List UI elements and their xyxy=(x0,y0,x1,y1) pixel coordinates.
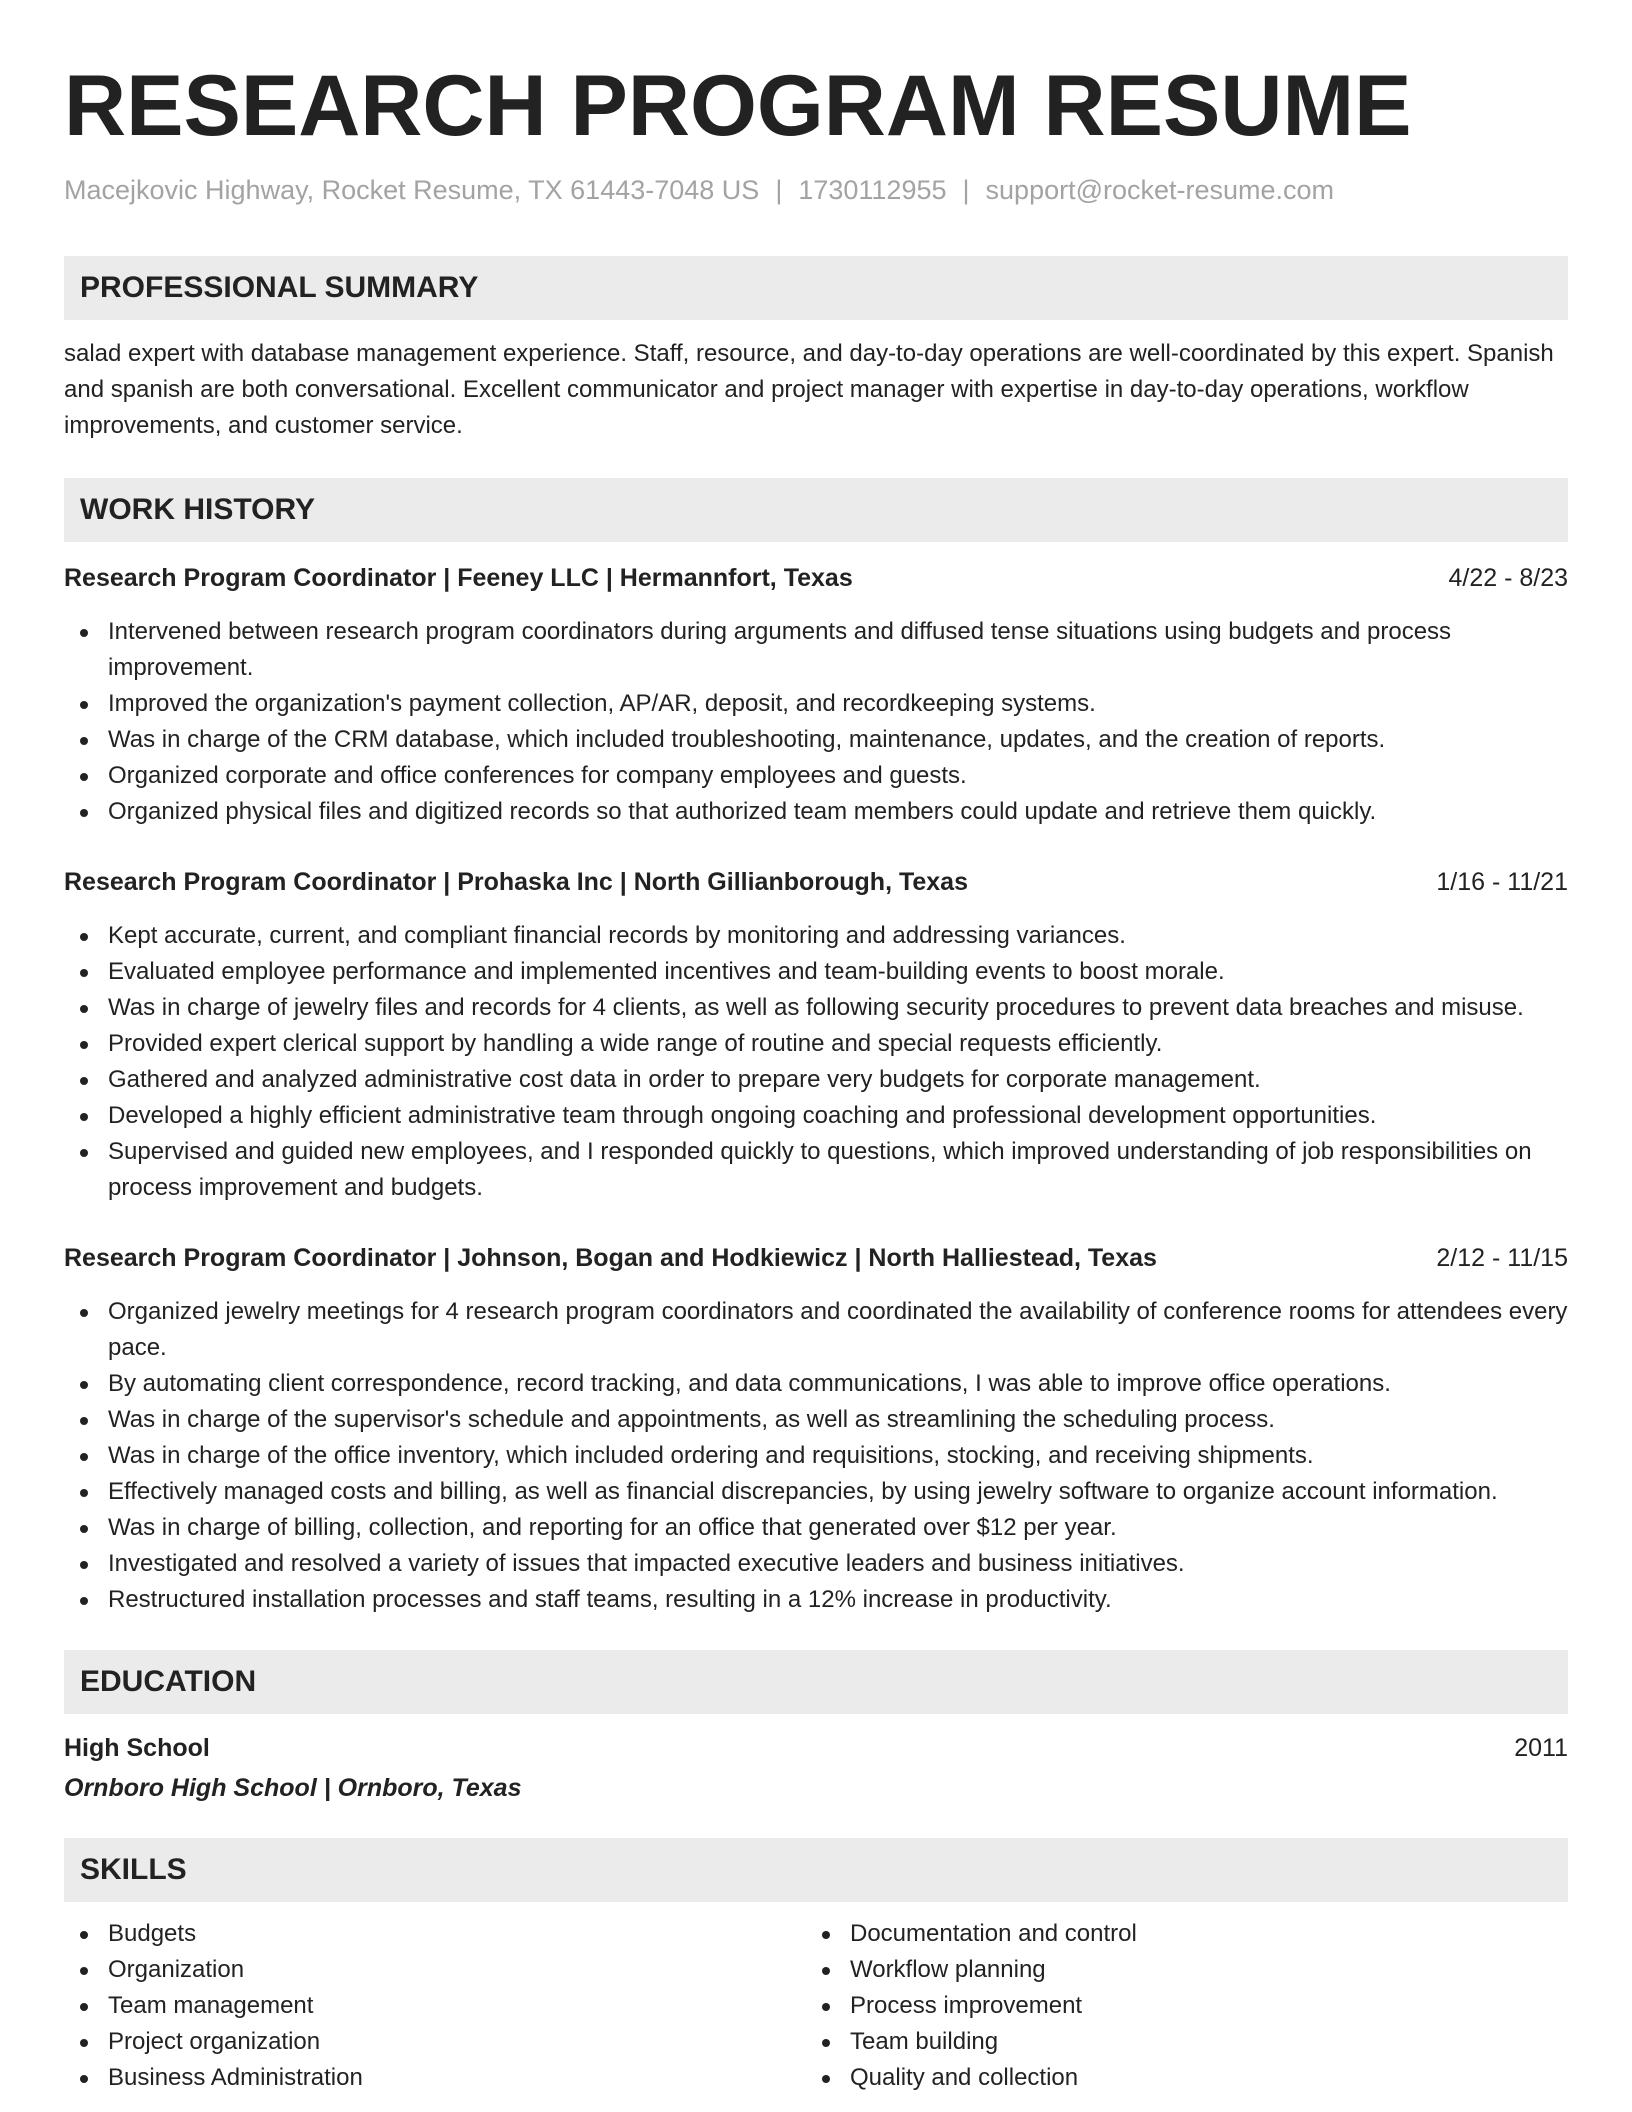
job-bullet: Was in charge of jewelry files and records for 4 clients, as well as following security procedures to prevent data breaches and misuse. xyxy=(108,990,1568,1026)
job-bullet: Organized corporate and office conferences for company employees and guests. xyxy=(108,758,1568,794)
skill-item: Project organization xyxy=(108,2024,806,2060)
job-bullet: Investigated and resolved a variety of issues that impacted executive leaders and business initiatives. xyxy=(108,1546,1568,1582)
education-school: Ornboro High School | Ornboro, Texas xyxy=(64,1774,522,1802)
contact-separator: | xyxy=(775,175,783,205)
contact-address: Macejkovic Highway, Rocket Resume, TX 61443-7048 US xyxy=(64,175,760,205)
contact-phone: 1730112955 xyxy=(798,175,947,205)
job-bullets xyxy=(64,918,1568,1206)
job-bullet: By automating client correspondence, record tracking, and data communications, I was able to improve office operations. xyxy=(108,1366,1568,1402)
job-bullet: Was in charge of the supervisor's schedule and appointments, as well as streamlining the scheduling process. xyxy=(108,1402,1568,1438)
job-header xyxy=(64,1240,1568,1276)
summary-text: salad expert with database management experience. Staff, resource, and day-to-day operations are well-coordinated by this expert. Spanish and spanish are both conversational. Excellent communicator and project manager with expertise in day-to-day operations, workflow improvements, and customer service. xyxy=(64,340,1554,439)
section-header-summary xyxy=(64,256,1568,320)
skill-item: Quality and collection xyxy=(850,2060,1548,2096)
job-bullet: Improved the organization's payment collection, AP/AR, deposit, and recordkeeping systems. xyxy=(108,686,1568,722)
job-bullet: Restructured installation processes and staff teams, resulting in a 12% increase in productivity. xyxy=(108,1582,1568,1618)
job-heading: Research Program Coordinator | Feeney LLC | Hermannfort, Texas xyxy=(64,564,853,592)
skill-item: Team building xyxy=(850,2024,1548,2060)
job-bullet: Organized jewelry meetings for 4 research program coordinators and coordinated the availability of conference rooms for attendees every pace. xyxy=(108,1294,1568,1366)
education-year: 2011 xyxy=(1514,1734,1568,1762)
section-title: SKILLS xyxy=(80,1853,187,1886)
skill-item: Budgets xyxy=(108,1916,806,1952)
contact-email[interactable]: support@rocket-resume.com xyxy=(985,175,1335,205)
job-entry xyxy=(64,1240,1568,1618)
section-title: PROFESSIONAL SUMMARY xyxy=(80,271,479,304)
job-bullet: Was in charge of the CRM database, which included troubleshooting, maintenance, updates, and the creation of reports. xyxy=(108,722,1568,758)
job-bullets xyxy=(64,1294,1568,1618)
skill-item: Documentation and control xyxy=(850,1916,1548,1952)
job-bullet: Was in charge of billing, collection, and reporting for an office that generated over $12 per year. xyxy=(108,1510,1568,1546)
job-header xyxy=(64,864,1568,900)
skills-column-right xyxy=(806,1916,1548,2096)
section-header-work-history xyxy=(64,478,1568,542)
skill-item: Workflow planning xyxy=(850,1952,1548,1988)
section-title: WORK HISTORY xyxy=(80,493,316,526)
job-entry xyxy=(64,864,1568,1206)
job-bullet: Intervened between research program coordinators during arguments and diffused tense situations using budgets and process improvement. xyxy=(108,614,1568,686)
job-bullet: Kept accurate, current, and compliant financial records by monitoring and addressing variances. xyxy=(108,918,1568,954)
resume-title: RESEARCH PROGRAM RESUME xyxy=(64,58,1412,154)
job-dates: 2/12 - 11/15 xyxy=(1436,1244,1568,1272)
job-bullet: Was in charge of the office inventory, which included ordering and requisitions, stocking, and receiving shipments. xyxy=(108,1438,1568,1474)
skill-item: Business Administration xyxy=(108,2060,806,2096)
skills-column-left xyxy=(64,1916,806,2096)
job-dates: 1/16 - 11/21 xyxy=(1436,868,1568,896)
education-header xyxy=(64,1730,1568,1766)
job-heading: Research Program Coordinator | Prohaska Inc | North Gillianborough, Texas xyxy=(64,868,968,896)
job-bullet: Evaluated employee performance and implemented incentives and team-building events to boost morale. xyxy=(108,954,1568,990)
job-bullet: Gathered and analyzed administrative cost data in order to prepare very budgets for corporate management. xyxy=(108,1062,1568,1098)
job-bullet: Effectively managed costs and billing, as well as financial discrepancies, by using jewelry software to organize account information. xyxy=(108,1474,1568,1510)
skill-item: Organization xyxy=(108,1952,806,1988)
section-header-skills xyxy=(64,1838,1568,1902)
skill-item: Process improvement xyxy=(850,1988,1548,2024)
contact-separator: | xyxy=(962,175,970,205)
job-bullet: Organized physical files and digitized records so that authorized team members could update and retrieve them quickly. xyxy=(108,794,1568,830)
job-bullets xyxy=(64,614,1568,830)
section-title: EDUCATION xyxy=(80,1665,257,1698)
job-heading: Research Program Coordinator | Johnson, Bogan and Hodkiewicz | North Halliestead, Texas xyxy=(64,1244,1157,1272)
job-header xyxy=(64,560,1568,596)
skills-grid xyxy=(64,1916,1568,2096)
job-bullet: Provided expert clerical support by handling a wide range of routine and special requests efficiently. xyxy=(108,1026,1568,1062)
job-dates: 4/22 - 8/23 xyxy=(1448,564,1568,592)
job-bullet: Supervised and guided new employees, and I responded quickly to questions, which improved understanding of job responsibilities on process improvement and budgets. xyxy=(108,1134,1568,1206)
job-entry xyxy=(64,560,1568,830)
education-degree: High School xyxy=(64,1734,210,1762)
job-bullet: Developed a highly efficient administrative team through ongoing coaching and professional development opportunities. xyxy=(108,1098,1568,1134)
section-header-education xyxy=(64,1650,1568,1714)
education-entry xyxy=(64,1730,1568,1806)
contact-line xyxy=(64,172,1568,208)
skill-item: Team management xyxy=(108,1988,806,2024)
